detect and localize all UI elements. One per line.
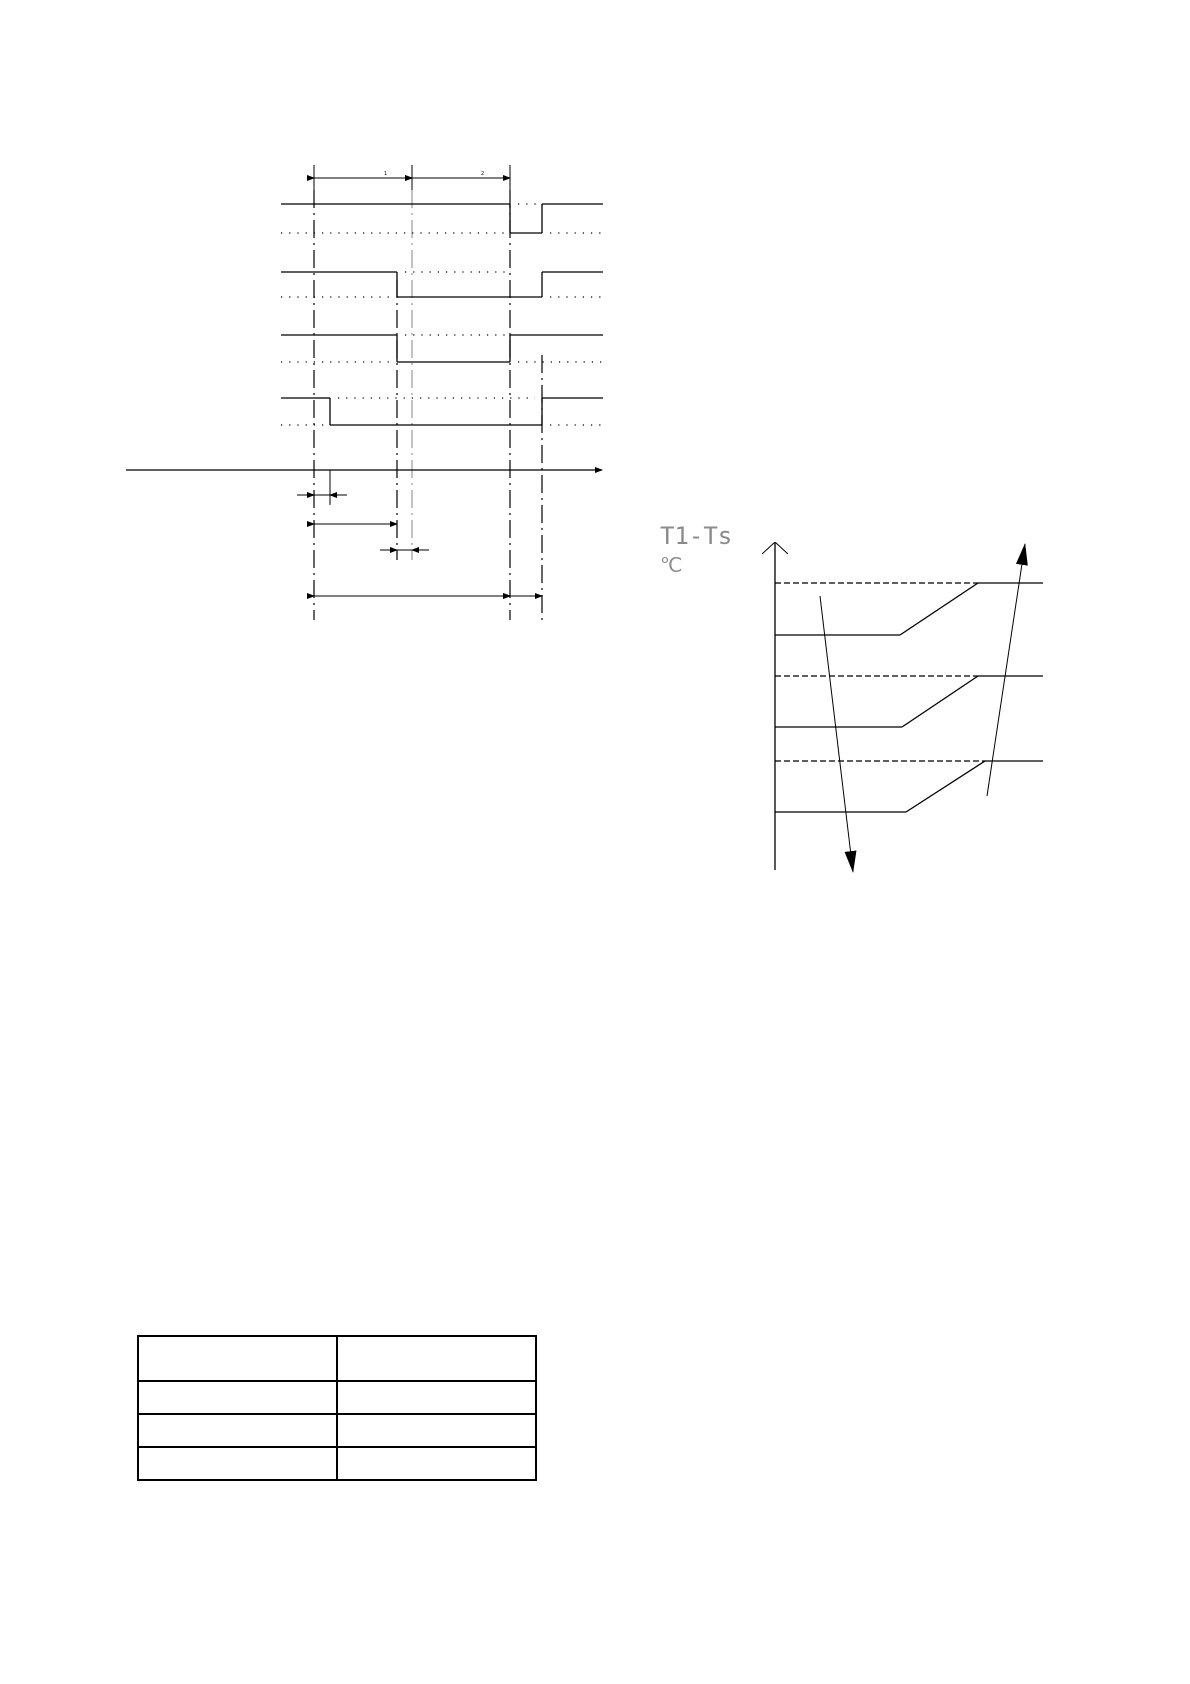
level-2 (775, 676, 1043, 727)
table-cell (138, 1381, 337, 1414)
table-cell (337, 1414, 536, 1447)
temperature-diagram (660, 522, 1043, 872)
table-cell (337, 1336, 536, 1381)
signal-2 (281, 272, 603, 297)
level-1 (775, 583, 1043, 635)
timing-reference-lines (314, 190, 542, 620)
y-axis-label: T1-Ts (660, 522, 733, 550)
table-cell (138, 1336, 337, 1381)
y-axis-unit: ℃ (660, 553, 683, 577)
table-row (138, 1447, 536, 1480)
table-cell (138, 1447, 337, 1480)
interval-label-2: 2 (481, 171, 485, 177)
table-header-row (138, 1336, 536, 1381)
table-cell (337, 1381, 536, 1414)
signal-3 (281, 335, 603, 362)
signal-1 (281, 204, 603, 233)
table-cell (138, 1414, 337, 1447)
level-3 (775, 761, 1043, 812)
decrease-arrow (820, 596, 853, 872)
data-table (137, 1335, 537, 1481)
table-cell (337, 1447, 536, 1480)
timing-diagram (126, 165, 603, 620)
bottom-dimensions (297, 470, 542, 596)
interval-label-1: 1 (384, 171, 388, 177)
table-row (138, 1414, 536, 1447)
increase-arrow (987, 544, 1025, 796)
table-row (138, 1381, 536, 1414)
top-interval-dimensions (314, 165, 510, 190)
signal-4 (281, 398, 603, 425)
